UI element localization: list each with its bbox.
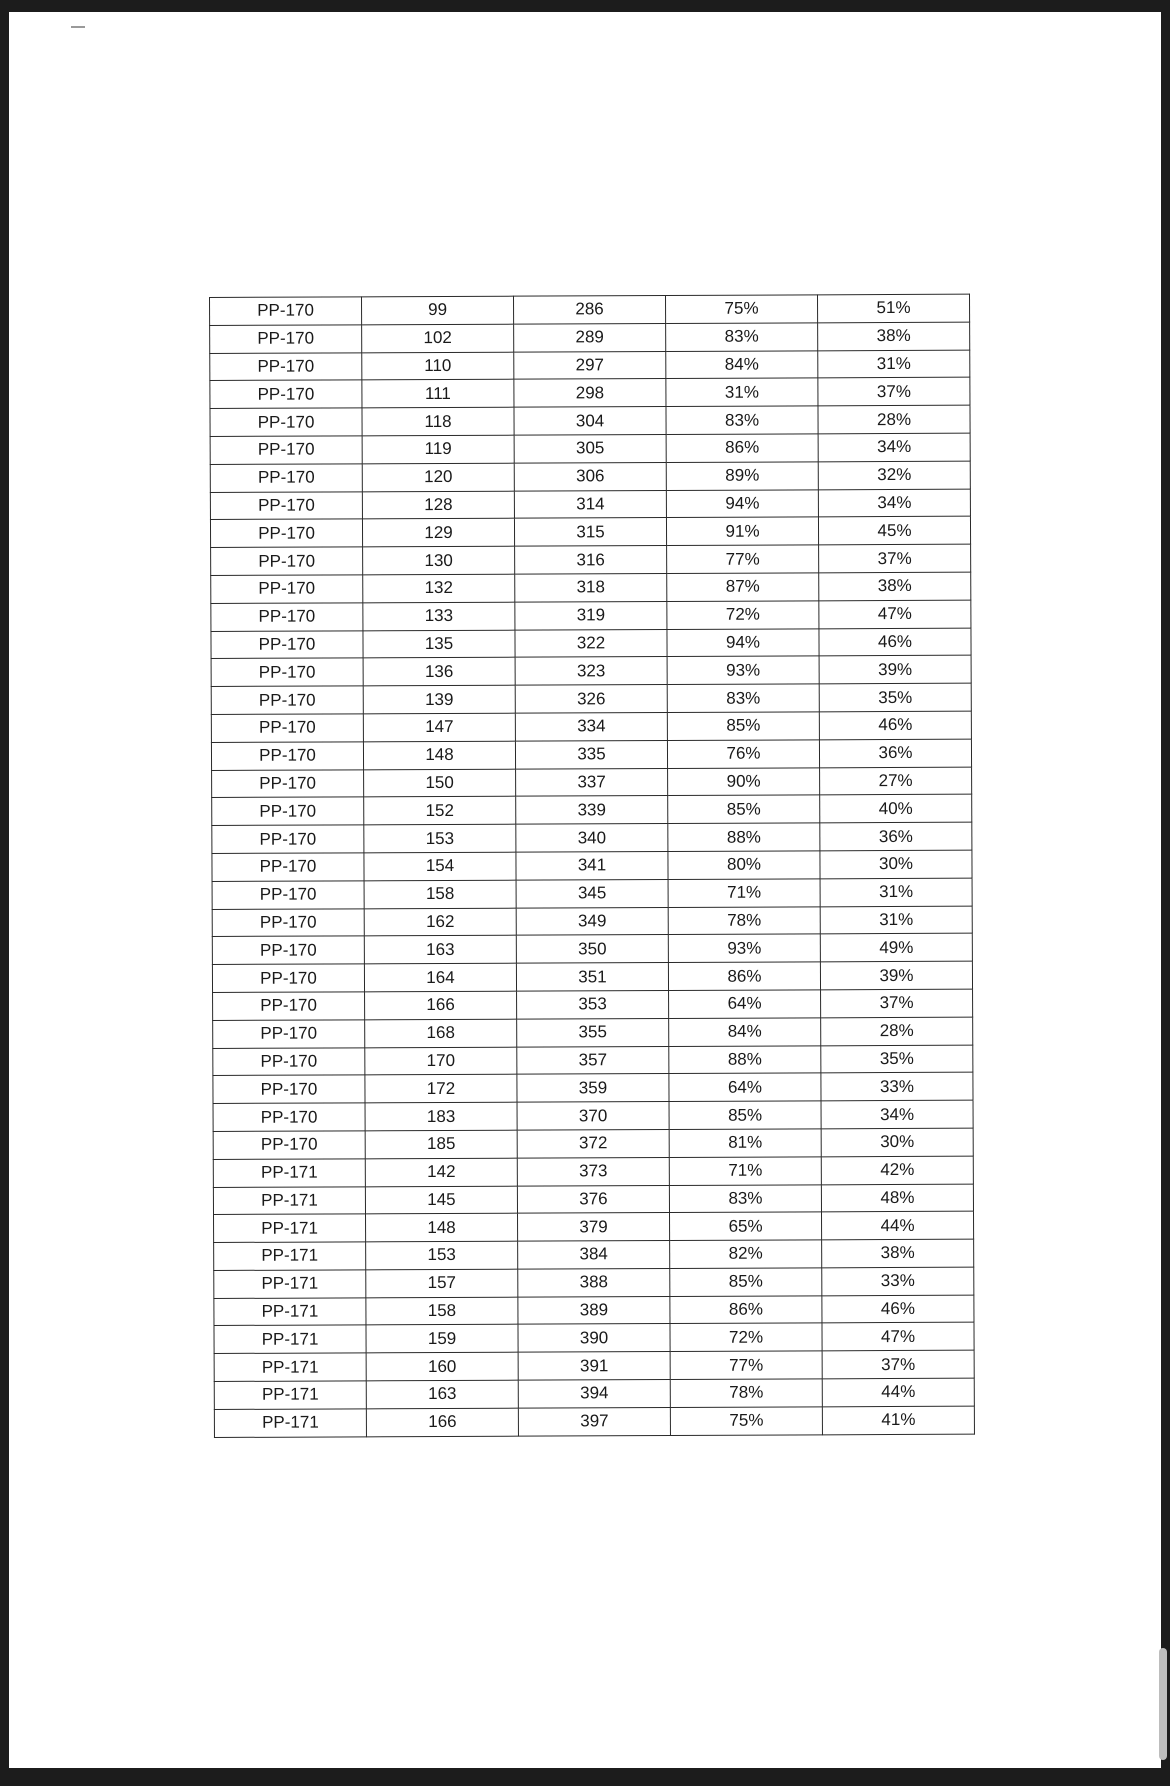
table-cell: PP-170 xyxy=(211,658,363,686)
table-cell: 135 xyxy=(363,630,515,658)
table-cell: 71% xyxy=(669,1157,821,1185)
table-row xyxy=(214,1295,974,1326)
table-cell: 323 xyxy=(515,657,667,685)
table-cell: 85% xyxy=(670,1268,822,1296)
table-row xyxy=(210,405,970,436)
table-cell: 370 xyxy=(517,1102,669,1130)
table-row xyxy=(212,767,972,798)
table-cell: 89% xyxy=(666,462,818,490)
table-cell: 298 xyxy=(514,379,666,407)
table-cell: PP-170 xyxy=(213,1047,365,1075)
table-row xyxy=(213,1184,973,1215)
table-cell: PP-170 xyxy=(211,547,363,575)
table-cell: 119 xyxy=(362,435,514,463)
table-cell: PP-170 xyxy=(211,742,363,770)
table-cell: 37% xyxy=(822,1350,974,1378)
table-cell: 289 xyxy=(514,323,666,351)
table-cell: 46% xyxy=(819,711,971,739)
table-cell: 49% xyxy=(820,934,972,962)
table-cell: 162 xyxy=(364,908,516,936)
table-cell: 391 xyxy=(518,1352,670,1380)
table-cell: 33% xyxy=(822,1267,974,1295)
table-cell: 36% xyxy=(820,822,972,850)
table-cell: 75% xyxy=(670,1407,822,1435)
table-cell: 83% xyxy=(667,684,819,712)
table-cell: 39% xyxy=(819,656,971,684)
table-cell: 172 xyxy=(365,1074,517,1102)
table-cell: PP-171 xyxy=(214,1270,366,1298)
table-cell: PP-170 xyxy=(210,491,362,519)
table-cell: 314 xyxy=(514,490,666,518)
table-cell: 83% xyxy=(669,1184,821,1212)
table-row xyxy=(213,1100,973,1131)
table-cell: 86% xyxy=(670,1296,822,1324)
table-row xyxy=(210,489,970,520)
table-cell: 145 xyxy=(365,1186,517,1214)
table-cell: 357 xyxy=(517,1046,669,1074)
table-cell: 80% xyxy=(668,851,820,879)
table-cell: 93% xyxy=(667,656,819,684)
table-row xyxy=(214,1323,974,1354)
table-cell: 39% xyxy=(820,961,972,989)
table-row xyxy=(210,517,970,548)
table-cell: 33% xyxy=(821,1072,973,1100)
table-cell: PP-170 xyxy=(210,464,362,492)
table-cell: 185 xyxy=(365,1130,517,1158)
table-row xyxy=(210,433,970,464)
table-cell: 148 xyxy=(363,741,515,769)
table-cell: 326 xyxy=(515,685,667,713)
table-cell: 139 xyxy=(363,685,515,713)
table-cell: PP-171 xyxy=(214,1325,366,1353)
table-row xyxy=(213,1156,973,1187)
table-row xyxy=(211,572,971,603)
table-cell: 286 xyxy=(513,296,665,324)
table-row xyxy=(210,350,970,381)
table-cell: PP-171 xyxy=(214,1409,366,1437)
table-cell: 164 xyxy=(364,963,516,991)
table-row xyxy=(214,1211,974,1242)
table-cell: PP-170 xyxy=(213,1020,365,1048)
table-row xyxy=(212,878,972,909)
scan-artifact xyxy=(71,26,85,28)
table-cell: PP-170 xyxy=(210,408,362,436)
table-cell: 81% xyxy=(669,1129,821,1157)
table-cell: 111 xyxy=(362,380,514,408)
table-cell: 128 xyxy=(362,491,514,519)
table-row xyxy=(211,628,971,659)
table-cell: 373 xyxy=(517,1157,669,1185)
table-cell: PP-170 xyxy=(211,575,363,603)
table-cell: PP-170 xyxy=(212,769,364,797)
table-cell: 339 xyxy=(516,796,668,824)
table-cell: 71% xyxy=(668,879,820,907)
table-cell: 34% xyxy=(818,433,970,461)
table-cell: 91% xyxy=(666,517,818,545)
table-row xyxy=(214,1406,974,1437)
table-cell: 99 xyxy=(362,296,514,324)
table-cell: 88% xyxy=(668,823,820,851)
scanned-page xyxy=(9,12,1161,1768)
table-cell: 37% xyxy=(818,378,970,406)
table-cell: 36% xyxy=(819,739,971,767)
table-cell: 38% xyxy=(819,572,971,600)
data-table xyxy=(209,294,975,1438)
table-cell: 102 xyxy=(362,324,514,352)
table-cell: 64% xyxy=(669,990,821,1018)
table-cell: 147 xyxy=(363,713,515,741)
scrollbar[interactable] xyxy=(1156,12,1170,1768)
table-row xyxy=(213,1017,973,1048)
table-cell: 28% xyxy=(821,1017,973,1045)
table-cell: 38% xyxy=(822,1239,974,1267)
table-cell: 76% xyxy=(667,740,819,768)
table-cell: PP-170 xyxy=(212,964,364,992)
table-row xyxy=(210,378,970,409)
table-cell: 160 xyxy=(366,1352,518,1380)
table-cell: PP-170 xyxy=(213,1075,365,1103)
table-cell: 142 xyxy=(365,1158,517,1186)
table-cell: PP-171 xyxy=(214,1353,366,1381)
table-row xyxy=(212,961,972,992)
table-cell: 35% xyxy=(819,683,971,711)
table-cell: PP-170 xyxy=(212,797,364,825)
table-cell: 372 xyxy=(517,1129,669,1157)
table-cell: 86% xyxy=(666,434,818,462)
table-cell: 390 xyxy=(518,1324,670,1352)
table-cell: 78% xyxy=(668,906,820,934)
table-cell: PP-170 xyxy=(211,714,363,742)
table-cell: 359 xyxy=(517,1074,669,1102)
table-cell: 48% xyxy=(821,1184,973,1212)
table-cell: PP-170 xyxy=(210,519,362,547)
table-cell: 315 xyxy=(514,518,666,546)
table-cell: 34% xyxy=(818,489,970,517)
table-cell: 38% xyxy=(818,322,970,350)
table-cell: PP-171 xyxy=(214,1242,366,1270)
table-row xyxy=(212,795,972,826)
table-cell: 75% xyxy=(665,295,817,323)
table-cell: 31% xyxy=(820,878,972,906)
table-cell: PP-170 xyxy=(210,297,362,325)
table-cell: PP-170 xyxy=(212,936,364,964)
table-cell: 183 xyxy=(365,1102,517,1130)
table-cell: PP-170 xyxy=(213,1131,365,1159)
table-cell: 163 xyxy=(364,935,516,963)
table-cell: PP-170 xyxy=(210,325,362,353)
table-cell: PP-170 xyxy=(211,603,363,631)
table-cell: 170 xyxy=(365,1047,517,1075)
table-cell: PP-170 xyxy=(212,881,364,909)
table-cell: PP-171 xyxy=(214,1214,366,1242)
table-cell: 37% xyxy=(819,544,971,572)
table-row xyxy=(214,1378,974,1409)
table-cell: 44% xyxy=(821,1211,973,1239)
table-cell: 32% xyxy=(818,461,970,489)
table-cell: 355 xyxy=(517,1018,669,1046)
table-cell: 306 xyxy=(514,462,666,490)
table-cell: 389 xyxy=(518,1296,670,1324)
table-cell: 64% xyxy=(669,1073,821,1101)
table-cell: 47% xyxy=(819,600,971,628)
table-cell: 31% xyxy=(666,378,818,406)
table-cell: 93% xyxy=(668,934,820,962)
table-cell: 136 xyxy=(363,658,515,686)
table-cell: 110 xyxy=(362,352,514,380)
table-row xyxy=(212,850,972,881)
table-body xyxy=(210,294,975,1437)
table-row xyxy=(211,656,971,687)
table-cell: PP-170 xyxy=(212,853,364,881)
table-cell: 168 xyxy=(365,1019,517,1047)
table-cell: 41% xyxy=(822,1406,974,1434)
table-row xyxy=(213,1045,973,1076)
table-cell: 44% xyxy=(822,1378,974,1406)
table-cell: 384 xyxy=(518,1241,670,1269)
table-cell: 322 xyxy=(515,629,667,657)
table-cell: 150 xyxy=(364,769,516,797)
table-row xyxy=(213,1072,973,1103)
table-cell: PP-171 xyxy=(214,1298,366,1326)
table-cell: 120 xyxy=(362,463,514,491)
table-cell: 31% xyxy=(820,906,972,934)
table-row xyxy=(210,294,970,325)
table-cell: 341 xyxy=(516,851,668,879)
table-cell: 28% xyxy=(818,405,970,433)
table-cell: 87% xyxy=(667,573,819,601)
table-cell: 45% xyxy=(818,517,970,545)
table-row xyxy=(212,906,972,937)
table-cell: 90% xyxy=(668,767,820,795)
table-cell: 83% xyxy=(666,323,818,351)
table-cell: PP-171 xyxy=(214,1381,366,1409)
table-cell: 34% xyxy=(821,1100,973,1128)
table-row xyxy=(211,739,971,770)
table-cell: 133 xyxy=(363,602,515,630)
table-cell: PP-170 xyxy=(211,630,363,658)
table-cell: 84% xyxy=(666,350,818,378)
table-cell: 72% xyxy=(670,1323,822,1351)
table-cell: 65% xyxy=(670,1212,822,1240)
table-row xyxy=(213,1128,973,1159)
table-cell: 94% xyxy=(666,489,818,517)
table-cell: 130 xyxy=(363,546,515,574)
table-cell: 27% xyxy=(820,767,972,795)
table-cell: PP-171 xyxy=(213,1186,365,1214)
table-cell: PP-170 xyxy=(211,686,363,714)
table-row xyxy=(214,1350,974,1381)
table-cell: PP-170 xyxy=(210,380,362,408)
table-cell: 129 xyxy=(362,519,514,547)
table-cell: 85% xyxy=(668,795,820,823)
table-cell: 84% xyxy=(669,1018,821,1046)
table-row xyxy=(212,934,972,965)
table-row xyxy=(212,822,972,853)
table-cell: 153 xyxy=(366,1241,518,1269)
table-cell: 153 xyxy=(364,824,516,852)
table-cell: 379 xyxy=(518,1213,670,1241)
table-row xyxy=(211,544,971,575)
table-row xyxy=(211,711,971,742)
table-cell: 85% xyxy=(667,712,819,740)
table-cell: 30% xyxy=(821,1128,973,1156)
table-cell: 86% xyxy=(668,962,820,990)
table-cell: PP-170 xyxy=(210,436,362,464)
table-cell: 353 xyxy=(517,990,669,1018)
table-cell: 351 xyxy=(516,963,668,991)
table-cell: 316 xyxy=(515,546,667,574)
table-cell: 394 xyxy=(518,1380,670,1408)
table-cell: PP-170 xyxy=(213,1103,365,1131)
table-cell: 132 xyxy=(363,574,515,602)
table-row xyxy=(211,600,971,631)
table-cell: 148 xyxy=(366,1213,518,1241)
table-cell: 78% xyxy=(670,1379,822,1407)
table-cell: 47% xyxy=(822,1323,974,1351)
table-cell: PP-170 xyxy=(210,352,362,380)
table-cell: 335 xyxy=(515,740,667,768)
table-cell: 158 xyxy=(366,1297,518,1325)
table-cell: 83% xyxy=(666,406,818,434)
table-row xyxy=(214,1267,974,1298)
table-cell: 397 xyxy=(518,1407,670,1435)
table-cell: 30% xyxy=(820,850,972,878)
table-cell: 31% xyxy=(818,350,970,378)
table-cell: 77% xyxy=(667,545,819,573)
table-cell: 158 xyxy=(364,880,516,908)
table-cell: 345 xyxy=(516,879,668,907)
table-cell: PP-170 xyxy=(212,908,364,936)
table-cell: 35% xyxy=(821,1045,973,1073)
table-cell: 319 xyxy=(515,601,667,629)
table-cell: 340 xyxy=(516,824,668,852)
table-cell: 157 xyxy=(366,1269,518,1297)
table-row xyxy=(210,322,970,353)
table-cell: 376 xyxy=(517,1185,669,1213)
table-cell: 82% xyxy=(670,1240,822,1268)
table-cell: 88% xyxy=(669,1045,821,1073)
table-cell: PP-170 xyxy=(213,992,365,1020)
table-cell: 337 xyxy=(516,768,668,796)
table-cell: 318 xyxy=(515,573,667,601)
table-row xyxy=(214,1239,974,1270)
table-row xyxy=(213,989,973,1020)
table-cell: 305 xyxy=(514,434,666,462)
table-cell: 46% xyxy=(819,628,971,656)
table-cell: 166 xyxy=(365,991,517,1019)
table-row xyxy=(211,683,971,714)
table-cell: PP-170 xyxy=(212,825,364,853)
table-cell: 118 xyxy=(362,407,514,435)
table-cell: 37% xyxy=(821,989,973,1017)
table-cell: 46% xyxy=(822,1295,974,1323)
table-cell: 51% xyxy=(817,294,969,322)
table-cell: 349 xyxy=(516,907,668,935)
scrollbar-thumb[interactable] xyxy=(1159,1648,1167,1760)
table-cell: 159 xyxy=(366,1325,518,1353)
table-cell: 350 xyxy=(516,935,668,963)
table-cell: 77% xyxy=(670,1351,822,1379)
table-cell: 40% xyxy=(820,795,972,823)
table-cell: 334 xyxy=(515,712,667,740)
table-cell: 72% xyxy=(667,601,819,629)
table-cell: PP-171 xyxy=(213,1159,365,1187)
table-cell: 297 xyxy=(514,351,666,379)
table-cell: 166 xyxy=(366,1408,518,1436)
table-cell: 388 xyxy=(518,1268,670,1296)
table-row xyxy=(210,461,970,492)
table-cell: 85% xyxy=(669,1101,821,1129)
table-cell: 152 xyxy=(364,797,516,825)
table-cell: 304 xyxy=(514,407,666,435)
table-cell: 154 xyxy=(364,852,516,880)
table-cell: 42% xyxy=(821,1156,973,1184)
table-cell: 94% xyxy=(667,628,819,656)
table-cell: 163 xyxy=(366,1380,518,1408)
